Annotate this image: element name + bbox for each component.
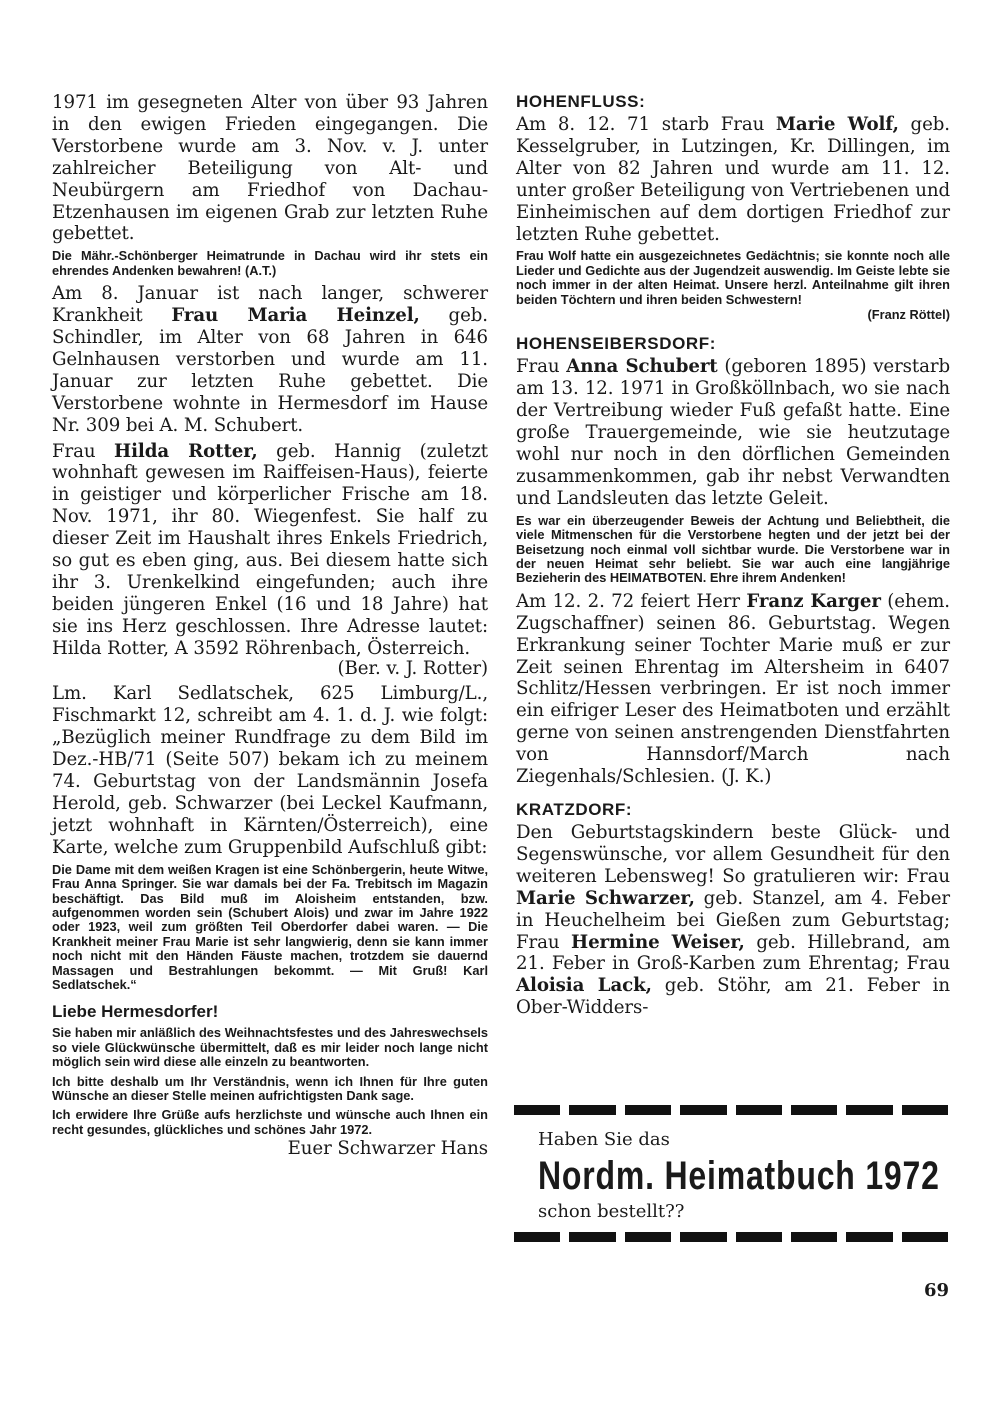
section-heading: HOHENSEIBERSDORF: (516, 334, 717, 354)
article-paragraph: Am 8. Januar ist nach langer, schwerer Krankheit Frau Maria Heinzel, geb. Schindler, im Alter von 68 Jahren in 646 Gelnhausen verstorben und wurde am 11. Januar zur letzten Ruhe gebettet. Die Verstorbene wohnte in Hermesdorf im Hause Nr. 309 bei A. M. Schubert. (52, 283, 488, 436)
article-signature: (Ber. v. J. Rotter) (337, 657, 488, 679)
section-heading: KRATZDORF: (516, 800, 633, 819)
article-paragraph: Am 12. 2. 72 feiert Herr Franz Karger (ehem. Zugschaffner) seinen 86. Geburtstag. Wegen Erkrankung seiner Tochter Marie muß er zur Zeit seinen Ehrentag im Altersheim in 6407 Schlitz/Hessen verbringen. Er ist noch immer ein eifriger Leser des Heimatboten und erzählt gerne von seinen anstrengenden Dienstfahrten von Hannsdorf/March nach Ziegenhals/Schlesien. (J. K.) (516, 590, 950, 788)
article-paragraph: Am 8. 12. 71 starb Frau Marie Wolf, geb. Kesselgruber, in Lutzingen, Kr. Dillingen, im Alter von 82 Jahren und wurde am 11. 12. unter großer Beteiligung von Vertriebenen und Einheimischen auf dem dortigen Friedhof zur letzten Ruhe gebettet. (516, 114, 950, 245)
article-note: Frau Wolf hatte ein ausgezeichnetes Gedächtnis; sie konnte noch alle Lieder und Gedichte aus der Jugendzeit auswendig. Im Geiste lebte sie noch immer in der alten Heimat. Unsere herzl. Anteilnahme gilt ihren beiden Töchtern und ihren beiden Schwestern! (516, 248, 950, 307)
person-name: Hilda Rotter, (114, 440, 258, 462)
person-name: Marie Schwarzer, (516, 887, 695, 909)
page-number: 69 (924, 1280, 950, 1301)
article-paragraph: Frau Hilda Rotter, geb. Hannig (zuletzt wohnhaft gewesen im Raiffeisen-Haus), feierte in geistiger und körperlicher Frische am 18. Nov. 1971, ihr 80. Wiegenfest. Sie half zu dieser Zeit im Haushalt ihres Enkels Friedrich, so gut es eben ging, aus. Bei diesem hatte sich ihr 3. Urenkelkind eingefunden; auch ihre beiden jüngeren Enkel (16 und 18 Jahre) hat sie ins Herz geschlossen. Ihre Adresse lautet: Hilda Rotter, A 3592 Röhrenbach, Österreich. (52, 440, 489, 659)
article-note: Die Dame mit dem weißen Kragen ist eine Schönbergerin, heute Witwe, Frau Anna Springer. Sie war damals bei der Fa. Trebitsch im Magazin beschäftigt. Das Bild muß im Aloisheim entstanden, bzw. aufgenommen worden sein (Schubert Alois) und zwar im Jahre 1922 oder 1923, weil zum größten Teil Oberdorfer dabei waren. — Die Krankheit meiner Frau Marie ist sehr langwierig, denn sie kann immer noch nicht mit den Händen Fäuste machen, trotzdem sie dauernd Massagen und Bestrahlungen bekommt. — Mit Gruß! Karl Sedlatschek.“ (52, 861, 488, 992)
ad-border-bottom (514, 1232, 948, 1242)
person-name: Anna Schubert (566, 356, 718, 378)
left-column (52, 92, 488, 1164)
letter-paragraph: Ich erwidere Ihre Grüße aufs herzlichste und wünsche auch Ihnen ein recht gesundes, glückliches und schönes Jahr 1972. (52, 1107, 488, 1137)
person-name: Frau Maria Heinzel, (171, 305, 420, 327)
person-name: Franz Karger (746, 590, 881, 612)
article-paragraph: Frau Anna Schubert (geboren 1895) verstarb am 13. 12. 1971 in Großköllnbach, wo sie nach der Vertreibung wieder Fuß gefaßt hatte. Eine große Trauergemeinde, wie sie heutzutage wohl nur noch in den dörflichen Gemeinden zusammenkommen, gab ihr nebst Verwandten und Landsleuten das letzte Geleit. (516, 356, 950, 509)
article-paragraph: Lm. Karl Sedlatschek, 625 Limburg/L., Fischmarkt 12, schreibt am 4. 1. d. J. wie folgt: „Bezüglich meiner Rundfrage zu dem Bild im Dez.-HB/71 (Seite 507) bekam ich zu meinem 74. Geburtstag von der Landsmännin Josefa Herold, geb. Schwarzer (bei Leckel Kaufmann, jetzt wohnhaft in Kärnten/Österreich), eine Karte, welche zum Gruppenbild Aufschluß gibt: (52, 683, 488, 858)
right-column (516, 92, 950, 1023)
letter-paragraph: Sie haben mir anläßlich des Weihnachtsfestes und des Jahreswechsels so viele Glückwünsche übermittelt, daß es mir leider noch lange nicht möglich sein wird diese alle einzeln zu beantworten. (52, 1025, 488, 1070)
person-name: Hermine Weiser, (571, 931, 745, 953)
ad-line: Haben Sie das (538, 1129, 670, 1150)
ad-line: schon bestellt?? (538, 1201, 685, 1222)
person-name: Marie Wolf, (775, 114, 899, 135)
article-note: Es war ein überzeugender Beweis der Achtung und Beliebtheit, die viele Mitmenschen für die Verstorbene hegten und der jetzt bei der Beisetzung noch einmal voll sichtbar wurde. Die Verstorbene war in der neuen Heimat sehr beliebt. Sie war auch eine langjährige Bezieherin des HEIMATBOTEN. Ehre ihrem Andenken! (516, 512, 950, 586)
ad-border-top (514, 1105, 948, 1115)
article-paragraph: Den Geburtstagskindern beste Glück- und Segenswünsche, vor allem Gesundheit für den weiteren Lebensweg! So gratulieren wir: Frau Marie Schwarzer, geb. Stanzel, am 4. Feber in Heuchelheim bei Gießen zum Geburtstag; Frau Hermine Weiser, geb. Hillebrand, am 21. Feber in Groß-Karben zum Ehrentag; Frau Aloisia Lack, geb. Stöhr, am 21. Feber in Ober-Widders- (516, 822, 951, 1019)
article-paragraph: 1971 im gesegneten Alter von über 93 Jahren in den ewigen Frieden eingegangen. Die Verstorbene wurde am 3. Nov. v. J. unter zahlreicher Beteiligung von Alt- und Neubürgern am Friedhof von Dachau-Etzenhausen im eigenen Grab zur letzten Ruhe gebettet. (52, 92, 488, 245)
section-heading: HOHENFLUSS: (516, 92, 646, 111)
person-name: Aloisia Lack, (516, 975, 652, 997)
ad-title: Nordm. Heimatbuch 1972 (538, 1154, 940, 1198)
letter-paragraph: Ich bitte deshalb um Ihr Verständnis, wenn ich Ihnen für Ihre guten Wünsche an dieser Stelle meinen aufrichtigsten Dank sage. (52, 1073, 488, 1103)
section-heading: Liebe Hermesdorfer! (52, 1002, 219, 1022)
letter-signature: Euer Schwarzer Hans (287, 1138, 488, 1160)
advertisement-box (514, 1105, 948, 1257)
article-signature: (Franz Röttel) (867, 307, 950, 323)
article-note: Die Mähr.-Schönberger Heimatrunde in Dachau wird ihr stets ein ehrendes Andenken bewahren! (A.T.) (52, 248, 488, 278)
